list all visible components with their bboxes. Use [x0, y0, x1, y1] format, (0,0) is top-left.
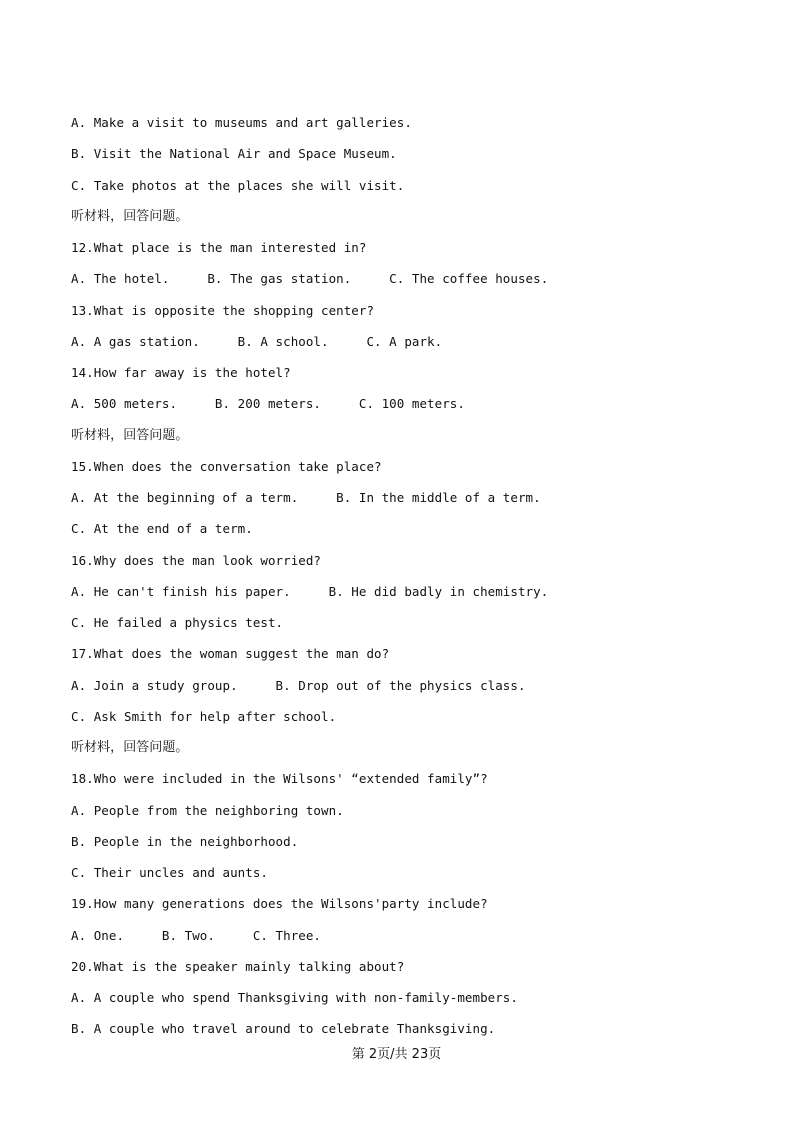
- question-line: 13.What is opposite the shopping center?: [71, 302, 375, 318]
- page-content: [71, 114, 751, 1052]
- section-heading: 听材料，回答问题。: [71, 740, 189, 755]
- question-line: 19.How many generations does the Wilsons'party include?: [71, 896, 488, 912]
- option-line: C. At the end of a term.: [71, 521, 253, 537]
- option-line: A. Make a visit to museums and art galleries.: [71, 115, 412, 130]
- section-heading: 听材料，回答问题。: [71, 427, 189, 443]
- option-line: B. A couple who travel around to celebrate Thanksgiving.: [71, 1021, 496, 1037]
- option-line: A. Join a study group. B. Drop out of the physics class.: [71, 677, 526, 693]
- question-line: 16.Why does the man look worried?: [71, 552, 321, 568]
- option-line: A. People from the neighboring town.: [71, 802, 344, 818]
- section-heading: 听材料，回答问题。: [71, 208, 189, 224]
- option-line: C. Take photos at the places she will visit.: [71, 177, 405, 193]
- question-line: 12.What place is the man interested in?: [71, 240, 367, 255]
- question-line: 14.How far away is the hotel?: [71, 365, 291, 380]
- question-line: 15.When does the conversation take place?: [71, 458, 382, 474]
- option-line: B. Visit the National Air and Space Museum.: [71, 146, 397, 162]
- option-line: A. He can't finish his paper. B. He did badly in chemistry.: [71, 583, 549, 599]
- option-line: A. The hotel. B. The gas station. C. The coffee houses.: [71, 271, 549, 287]
- option-line: C. Ask Smith for help after school.: [71, 708, 337, 724]
- option-line: C. Their uncles and aunts.: [71, 865, 268, 880]
- option-line: A. A couple who spend Thanksgiving with non-family-members.: [71, 990, 518, 1005]
- option-line: A. 500 meters. B. 200 meters. C. 100 meters.: [71, 396, 465, 412]
- page-number-footer: 第 2页/共 23页: [351, 1047, 442, 1062]
- option-line: B. People in the neighborhood.: [71, 833, 299, 849]
- option-line: A. One. B. Two. C. Three.: [71, 927, 321, 943]
- option-line: A. A gas station. B. A school. C. A park.: [71, 333, 443, 349]
- question-line: 17.What does the woman suggest the man do?: [71, 646, 390, 662]
- question-line: 20.What is the speaker mainly talking about?: [71, 958, 405, 974]
- option-line: C. He failed a physics test.: [71, 615, 284, 630]
- option-line: A. At the beginning of a term. B. In the middle of a term.: [71, 490, 541, 505]
- question-line: 18.Who were included in the Wilsons' “extended family”?: [71, 771, 488, 787]
